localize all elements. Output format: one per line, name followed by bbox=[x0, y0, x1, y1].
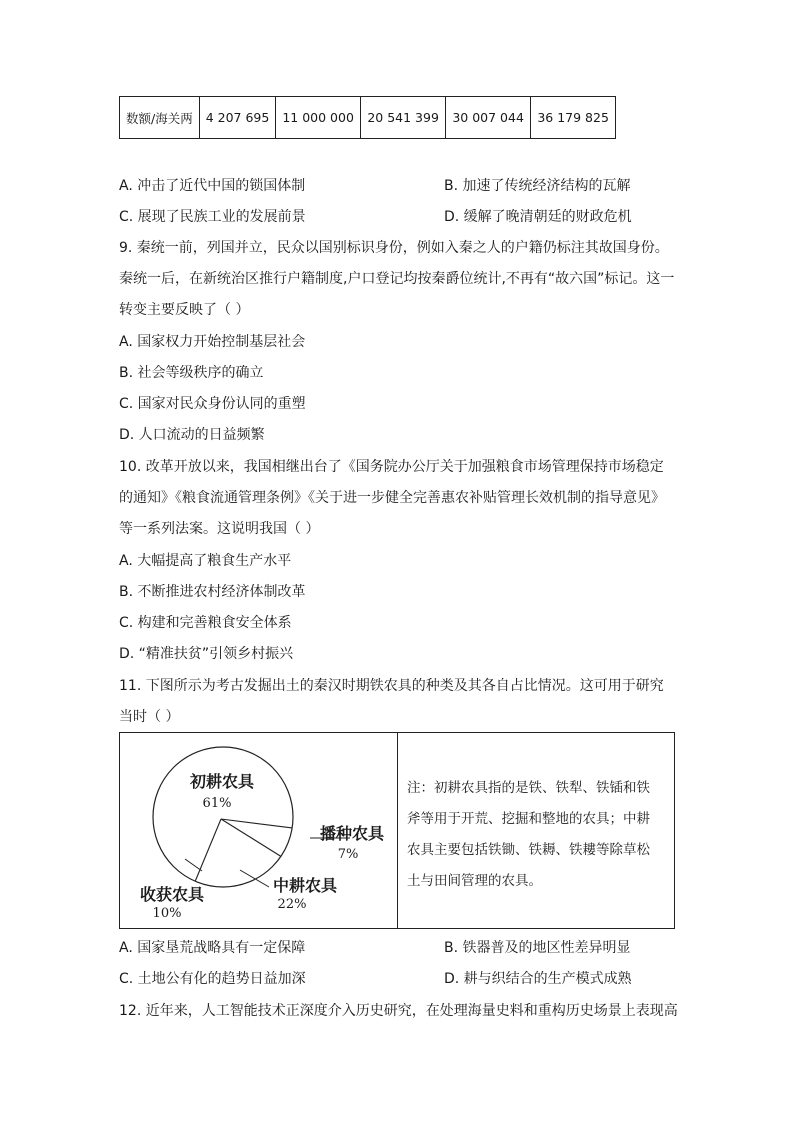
slice-label: 中耕农具 bbox=[272, 876, 338, 895]
slice-pointer-line bbox=[185, 859, 202, 871]
q8-option-b[interactable]: B. 加速了传统经济结构的瓦解 bbox=[444, 178, 631, 194]
data-table bbox=[119, 96, 616, 139]
slice-label: 收获农具 bbox=[139, 885, 205, 904]
boundary-line-3 bbox=[221, 819, 281, 856]
q10-stem-line2: 的通知》《粮食流通管理条例》《关于进一步健全完善惠农补贴管理长效机制的指导意见》 bbox=[119, 490, 665, 506]
boundary-line-2 bbox=[221, 819, 292, 828]
table-cell: 36 179 825 bbox=[531, 97, 616, 139]
q9-option-a[interactable]: A. 国家权力开始控制基层社会 bbox=[119, 334, 306, 350]
q9-stem-line3: 转变主要反映了（ ） bbox=[119, 302, 250, 318]
q10-option-a[interactable]: A. 大幅提高了粮食生产水平 bbox=[119, 553, 292, 569]
q10-option-d[interactable]: D. “精准扶贫”引领乡村振兴 bbox=[119, 646, 294, 662]
q11-option-c[interactable]: C. 土地公有化的趋势日益加深 bbox=[119, 971, 306, 987]
q8-option-c[interactable]: C. 展现了民族工业的发展前景 bbox=[119, 209, 306, 225]
table-cell: 20 541 399 bbox=[361, 97, 446, 139]
pie-chart bbox=[120, 733, 396, 928]
q10-option-b[interactable]: B. 不断推进农村经济体制改革 bbox=[119, 584, 306, 600]
q8-option-a[interactable]: A. 冲击了近代中国的锁国体制 bbox=[119, 178, 306, 194]
table-cell: 数额/海关两 bbox=[120, 97, 200, 139]
q9-stem-line2: 秦统一后，在新统治区推行户籍制度,户口登记均按秦爵位统计,不再有“故六国”标记。这一 bbox=[119, 271, 675, 287]
q10-option-c[interactable]: C. 构建和完善粮食安全体系 bbox=[119, 615, 292, 631]
slice-percent: 22% bbox=[277, 897, 307, 912]
table-cell: 11 000 000 bbox=[276, 97, 361, 139]
q9-option-b[interactable]: B. 社会等级秩序的确立 bbox=[119, 365, 264, 381]
q11-option-b[interactable]: B. 铁器普及的地区性差异明显 bbox=[444, 940, 631, 956]
slice-percent: 10% bbox=[152, 906, 182, 921]
q11-stem-line2: 当时（ ） bbox=[119, 709, 180, 725]
slice-label: 播种农具 bbox=[319, 824, 385, 843]
q12-stem-line1: 12. 近年来，人工智能技术正深度介入历史研究，在处理海量史料和重构历史场景上表现高 bbox=[119, 1003, 678, 1019]
figure-note: 注：初耕农具指的是铁、铁犁、铁锸和铁斧等用于开荒、挖掘和整地的农具；中耕农具主要包括铁锄、铁耨、铁耬等除草松土与田间管理的农具。 bbox=[407, 780, 650, 889]
table-row bbox=[120, 97, 616, 139]
table-cell: 30 007 044 bbox=[446, 97, 531, 139]
slice-label: 初耕农具 bbox=[189, 772, 255, 791]
q11-option-d[interactable]: D. 耕与织结合的生产模式成熟 bbox=[444, 971, 632, 987]
slice-percent: 61% bbox=[202, 796, 232, 811]
slice-percent: 7% bbox=[337, 847, 359, 862]
q8-option-d[interactable]: D. 缓解了晚清朝廷的财政危机 bbox=[444, 209, 632, 225]
boundary-line-4 bbox=[195, 819, 221, 881]
q10-stem-line3: 等一系列法案。这说明我国（ ） bbox=[119, 521, 320, 537]
q11-option-a[interactable]: A. 国家垦荒战略具有一定保障 bbox=[119, 940, 306, 956]
q9-option-c[interactable]: C. 国家对民众身份认同的重塑 bbox=[119, 396, 306, 412]
q11-stem-line1: 11. 下图所示为考古发掘出土的秦汉时期铁农具的种类及其各自占比情况。这可用于研究 bbox=[119, 678, 664, 694]
figure-box bbox=[119, 732, 675, 929]
figure-divider bbox=[397, 733, 398, 928]
table-cell: 4 207 695 bbox=[199, 97, 276, 139]
pie-outline bbox=[153, 747, 293, 887]
q9-option-d[interactable]: D. 人口流动的日益频繁 bbox=[119, 427, 265, 443]
q9-stem-line1: 9. 秦统一前，列国并立，民众以国别标识身份，例如入秦之人的户籍仍标注其故国身份。 bbox=[119, 240, 669, 256]
q10-stem-line1: 10. 改革开放以来，我国相继出台了《国务院办公厅关于加强粮食市场管理保持市场稳定 bbox=[119, 459, 664, 475]
